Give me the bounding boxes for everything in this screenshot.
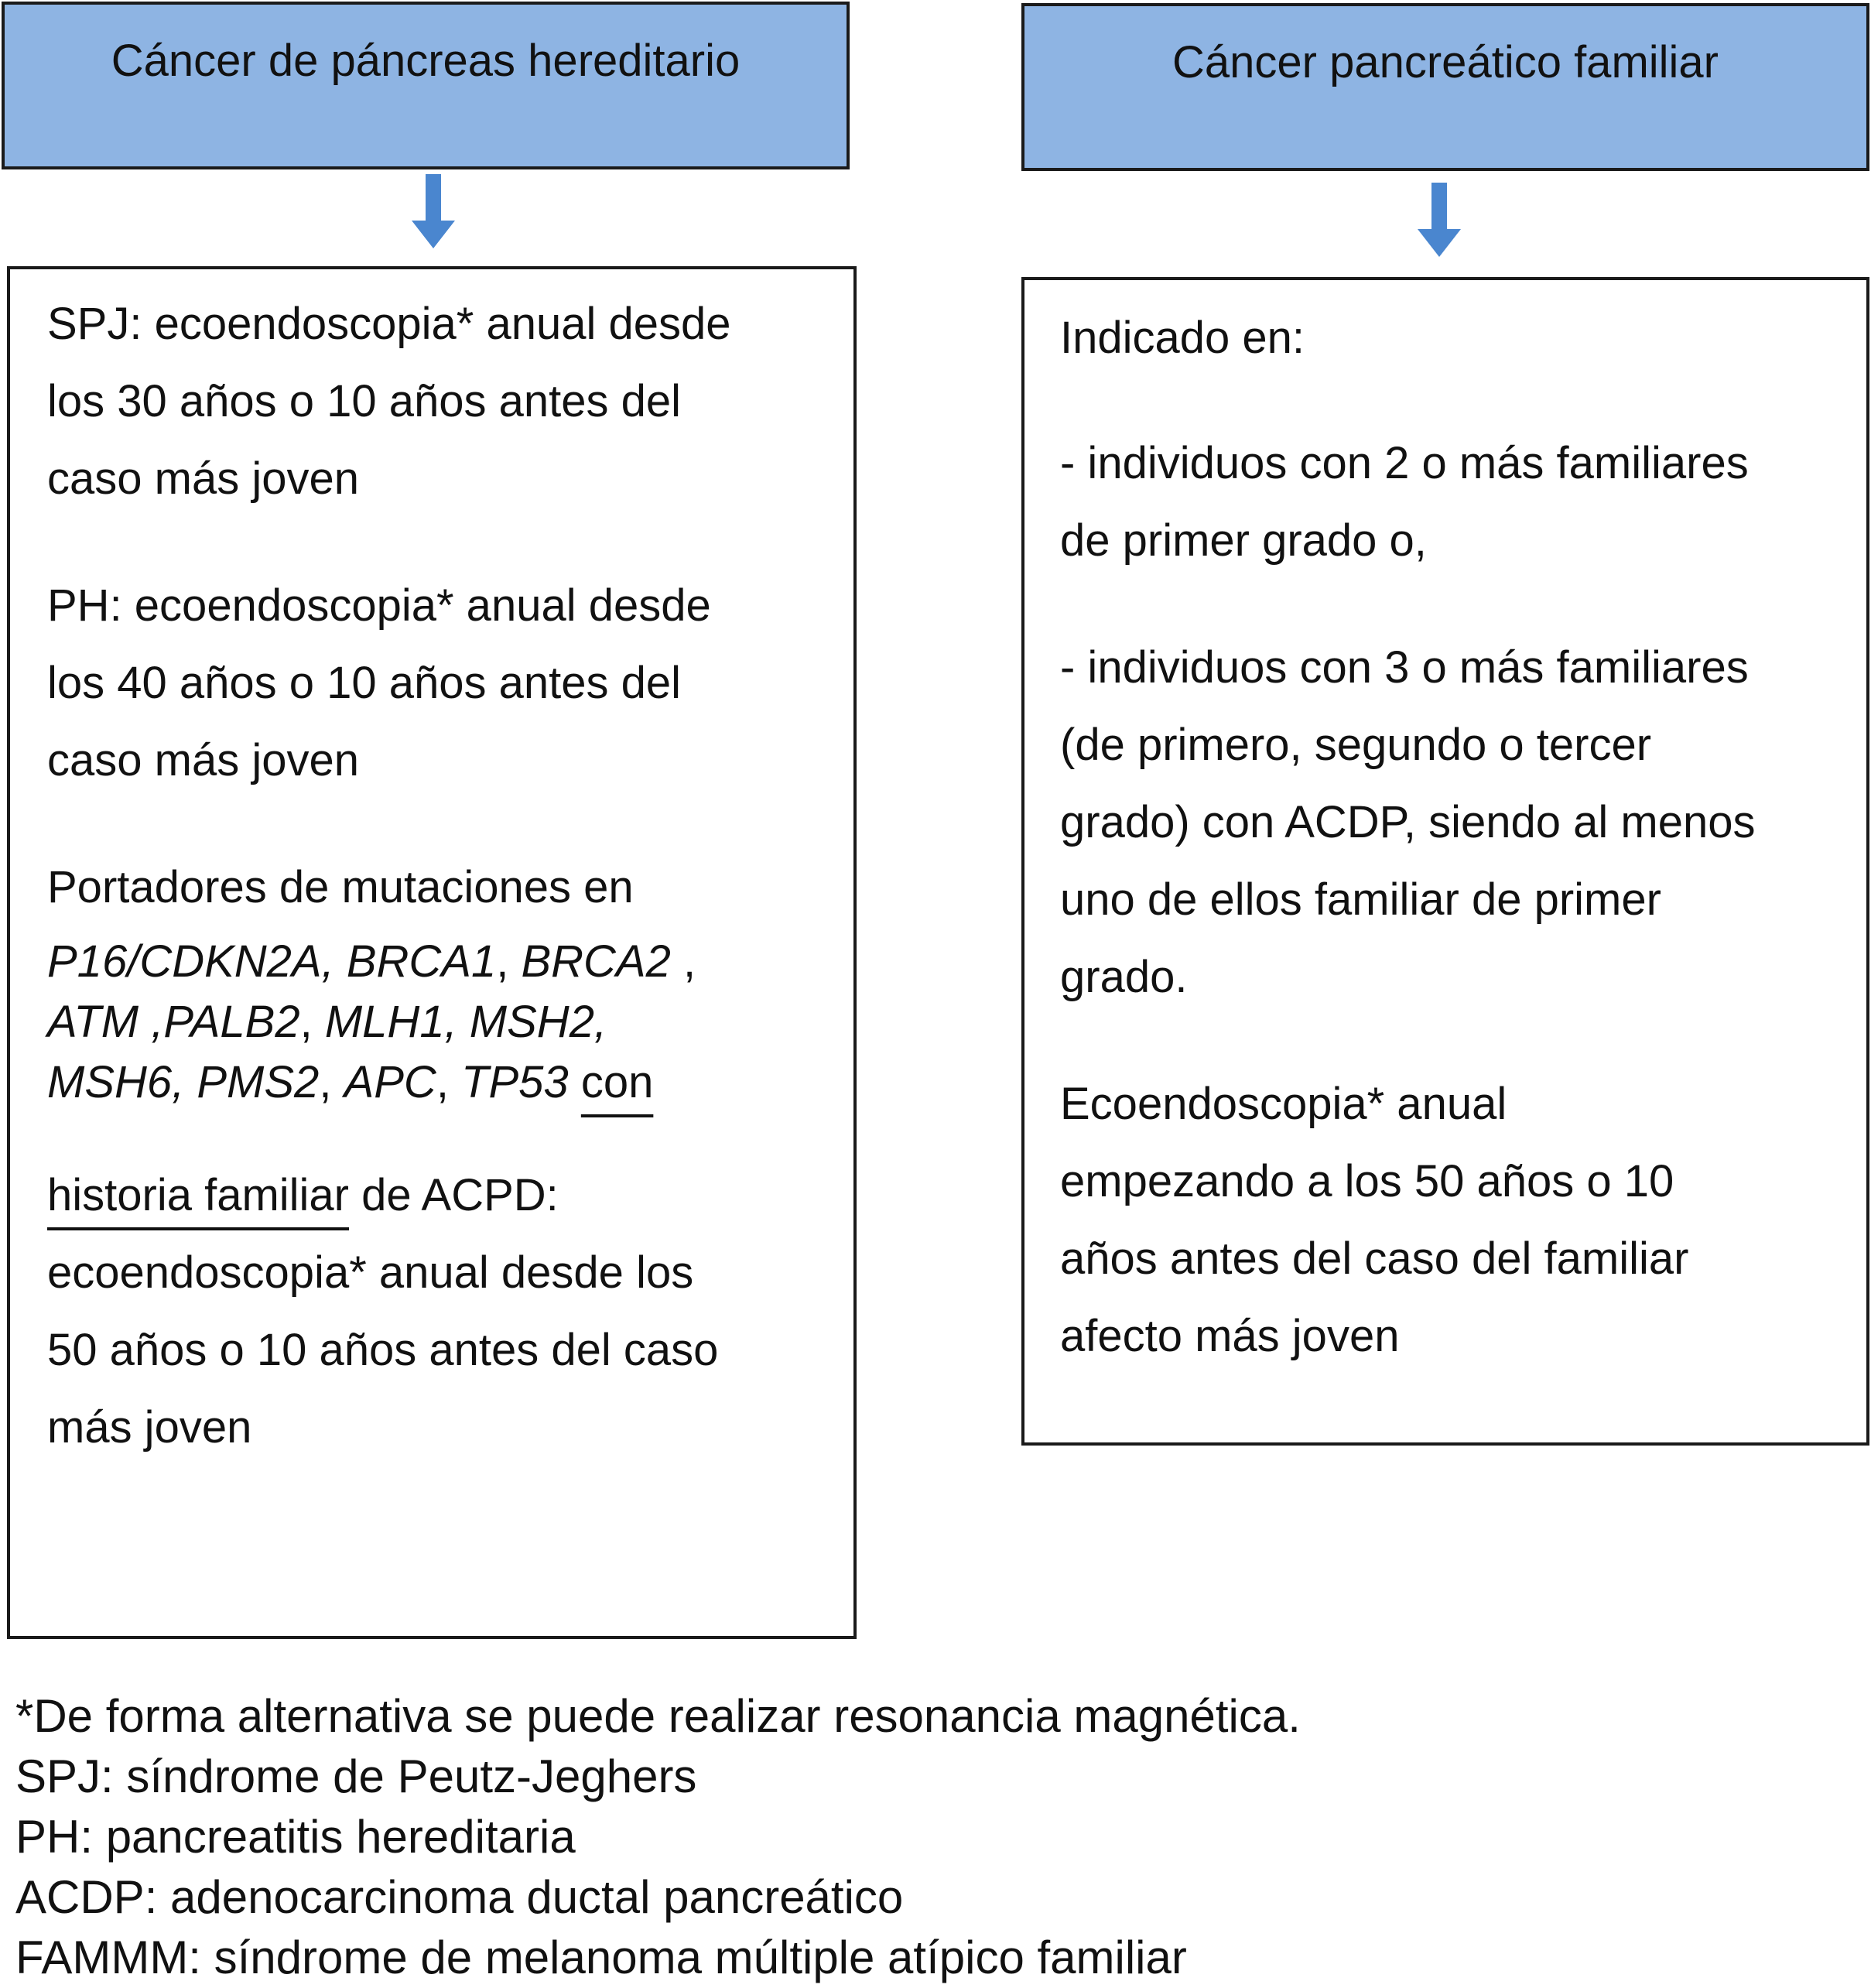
tail-line-3: más joven <box>47 1402 252 1453</box>
footnote-spj: SPJ: síndrome de Peutz-Jeghers <box>15 1750 697 1802</box>
underlined-history: historia familiar <box>47 1170 349 1220</box>
screening-line-3: años antes del caso del familiar <box>1060 1234 1689 1284</box>
header-hereditary-title: Cáncer de páncreas hereditario <box>111 36 741 86</box>
criteria2-line-1: - individuos con 3 o más familiares <box>1060 642 1749 693</box>
header-hereditary <box>2 2 850 169</box>
criteria2-line-4: uno de ellos familiar de primer <box>1060 874 1661 925</box>
screening-line-4: afecto más joven <box>1060 1311 1400 1361</box>
footnote-ph: PH: pancreatitis hereditaria <box>15 1811 576 1863</box>
tail-line-1: ecoendoscopia* anual desde los <box>47 1247 694 1298</box>
header-familial <box>1021 3 1869 171</box>
arrow-down-icon <box>1418 183 1461 260</box>
footnote-fammm: FAMMM: síndrome de melanoma múltiple atípico familiar <box>15 1932 1187 1983</box>
criteria2-line-5: grado. <box>1060 952 1188 1002</box>
footnote-acdp: ACDP: adenocarcinoma ductal pancreático <box>15 1871 904 1923</box>
indicated-line: Indicado en: <box>1060 313 1305 363</box>
history-line: historia familiar de ACPD: <box>47 1170 559 1220</box>
criteria1-line-2: de primer grado o, <box>1060 515 1427 566</box>
screening-line-1: Ecoendoscopia* anual <box>1060 1079 1507 1129</box>
ph-line-2: los 40 años o 10 años antes del <box>47 658 682 708</box>
carriers-line: Portadores de mutaciones en <box>47 862 634 912</box>
spj-line-2: los 30 años o 10 años antes del <box>47 376 682 426</box>
ph-line-1: PH: ecoendoscopia* anual desde <box>47 580 711 631</box>
ph-line-3: caso más joven <box>47 735 359 785</box>
spj-line-3: caso más joven <box>47 453 359 504</box>
criteria1-line-1: - individuos con 2 o más familiares <box>1060 438 1749 488</box>
genes-line-2: ATM ,PALB2, MLH1, MSH2, <box>47 997 607 1047</box>
underlined-con: con <box>580 1057 654 1107</box>
criteria2-line-2: (de primero, segundo o tercer <box>1060 720 1652 770</box>
criteria2-line-3: grado) con ACDP, siendo al menos <box>1060 797 1756 847</box>
screening-line-2: empezando a los 50 años o 10 <box>1060 1156 1674 1206</box>
tail-line-2: 50 años o 10 años antes del caso <box>47 1325 719 1375</box>
header-familial-title: Cáncer pancreático familiar <box>1172 37 1719 87</box>
footnote-alternative: *De forma alternativa se puede realizar resonancia magnética. <box>15 1690 1301 1742</box>
genes-line-3: MSH6, PMS2, APC, TP53 con <box>47 1057 654 1107</box>
arrow-down-icon <box>412 174 455 251</box>
spj-line-1: SPJ: ecoendoscopia* anual desde <box>47 299 731 349</box>
genes-line-1: P16/CDKN2A, BRCA1, BRCA2 , <box>47 936 696 987</box>
